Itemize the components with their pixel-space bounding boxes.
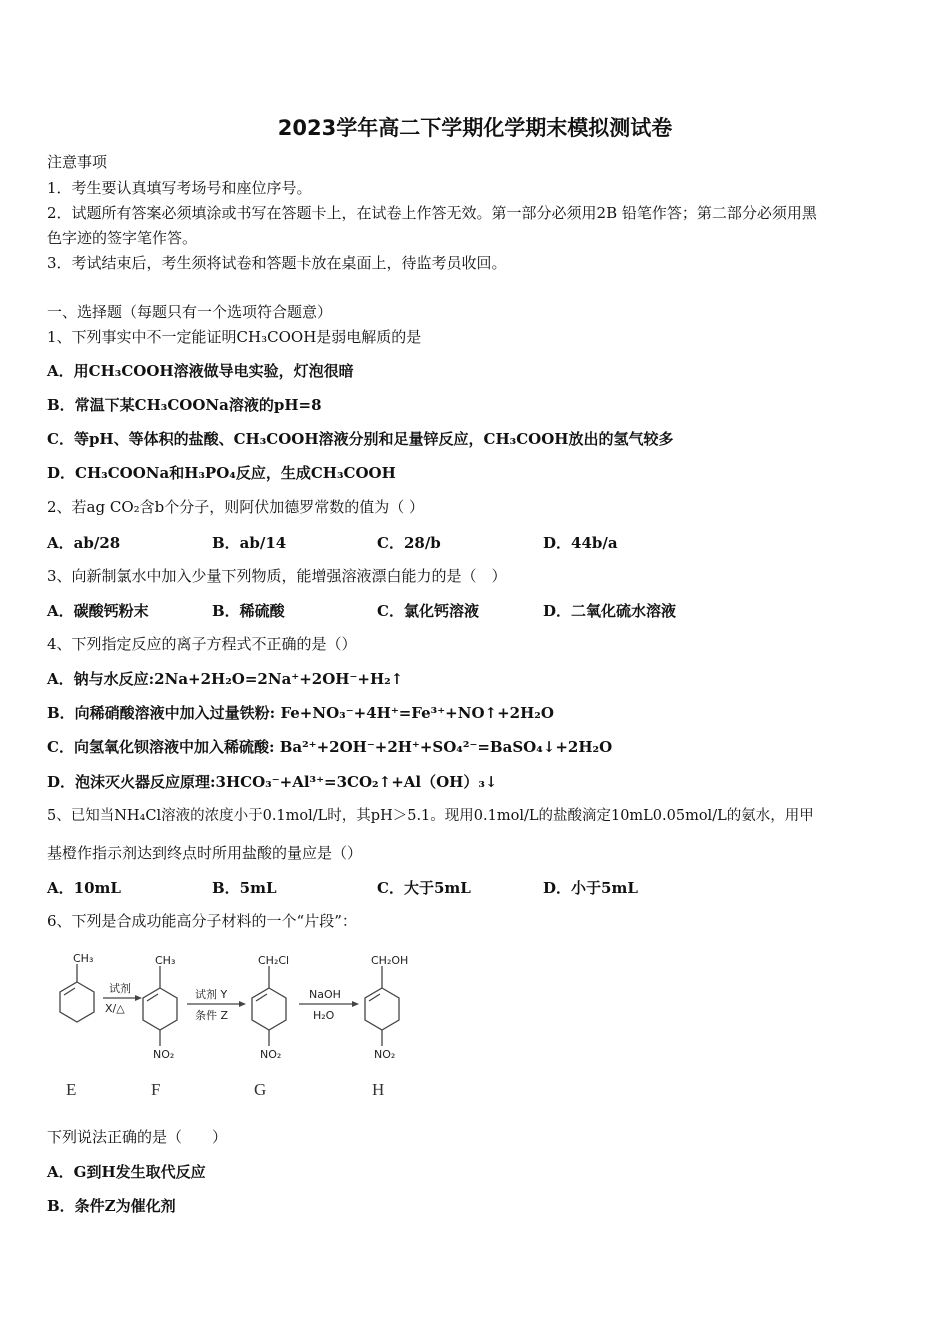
q5-stem-line-1: 5、已知当NH₄Cl溶液的浓度小于0.1mol/L时，其pH＞5.1。现用0.1mol/L的盐酸滴定10mL0.05mol/L的氨水，用甲 <box>47 808 814 824</box>
label-h: H <box>372 1080 385 1099</box>
q2-option-b: B．ab/14 <box>212 534 287 552</box>
q2-stem: 2、若ag CO₂含b个分子，则阿伏加德罗常数的值为（ ） <box>47 498 425 516</box>
benzene-ring-e <box>60 982 94 1022</box>
substituent-h: CH₂OH <box>371 954 409 967</box>
nitro-group-g: NO₂ <box>260 1048 282 1061</box>
q3-option-b: B．稀硫酸 <box>212 602 285 620</box>
q1-stem: 1、下列事实中不一定能证明CH₃COOH是弱电解质的是 <box>47 328 422 346</box>
q1-option-c: C．等pH、等体积的盐酸、CH₃COOH溶液分别和足量锌反应，CH₃COOH放出的氢气较多 <box>47 430 674 448</box>
q5-stem-line-2: 基橙作指示剂达到终点时所用盐酸的量应是（） <box>47 844 363 862</box>
nitro-group-h: NO₂ <box>374 1048 396 1061</box>
substituent-g: CH₂Cl <box>258 954 290 967</box>
q4-option-b: B．向稀硝酸溶液中加入过量铁粉: Fe+NO₃⁻+4H⁺=Fe³⁺+NO↑+2H₂O <box>47 704 554 722</box>
arrow-2-condition: 条件 Z <box>195 1009 229 1022</box>
q1-option-d: D．CH₃COONa和H₃PO₄反应，生成CH₃COOH <box>47 464 396 482</box>
q1-option-b: B．常温下某CH₃COONa溶液的pH=8 <box>47 396 322 414</box>
notice-item-2: 2．试题所有答案必须填涂或书写在答题卡上，在试卷上作答无效。第一部分必须用2B 铅笔作答；第二部分必须用黑 <box>47 204 817 222</box>
notice-item-3: 3．考试结束后，考生须将试卷和答题卡放在桌面上，待监考员收回。 <box>47 254 507 272</box>
q6-stem: 6、下列是合成功能高分子材料的一个“片段”： <box>47 912 357 930</box>
q5-option-a: A．10mL <box>47 879 121 897</box>
arrow-1-condition: X/△ <box>105 1002 125 1015</box>
q2-option-a: A．ab/28 <box>47 534 121 552</box>
page-title: 2023学年高二下学期化学期末模拟测试卷 <box>277 116 673 140</box>
arrow-1-reagent: 试剂 <box>109 982 131 995</box>
q3-option-a: A．碳酸钙粉末 <box>47 602 149 620</box>
q5-option-d: D．小于5mL <box>543 879 638 897</box>
label-e: E <box>66 1080 77 1099</box>
benzene-ring-h <box>365 988 399 1030</box>
q6-option-a: A．G到H发生取代反应 <box>47 1163 206 1181</box>
notice-heading: 注意事项 <box>47 153 108 171</box>
q5-option-b: B．5mL <box>212 879 277 897</box>
q4-option-c: C．向氢氧化钡溶液中加入稀硫酸: Ba²⁺+2OH⁻+2H⁺+SO₄²⁻=BaSO₄↓+2H₂O <box>47 738 613 756</box>
q3-option-c: C．氯化钙溶液 <box>377 602 479 620</box>
q5-option-c: C．大于5mL <box>377 879 471 897</box>
q2-option-c: C．28/b <box>377 534 441 552</box>
benzene-ring-g <box>252 988 286 1030</box>
q4-option-a: A．钠与水反应:2Na+2H₂O=2Na⁺+2OH⁻+H₂↑ <box>47 670 404 688</box>
q6-question: 下列说法正确的是（ ） <box>47 1128 228 1146</box>
benzene-ring-f <box>143 988 177 1030</box>
q2-option-d: D．44b/a <box>543 534 618 552</box>
q4-option-d: D．泡沫灭火器反应原理:3HCO₃⁻+Al³⁺=3CO₂↑+Al（OH）₃↓ <box>47 773 498 791</box>
q4-stem: 4、下列指定反应的离子方程式不正确的是（） <box>47 635 357 653</box>
q6-option-b: B．条件Z为催化剂 <box>47 1197 176 1215</box>
arrow-3-condition: H₂O <box>313 1009 335 1022</box>
arrow-3-reagent: NaOH <box>309 988 341 1001</box>
nitro-group-f: NO₂ <box>153 1048 175 1061</box>
label-g: G <box>254 1080 267 1099</box>
synthesis-scheme-diagram <box>47 948 447 1108</box>
notice-item-2-cont: 色字迹的签字笔作答。 <box>47 229 198 247</box>
substituent-e: CH₃ <box>73 952 94 965</box>
q1-option-a: A．用CH₃COOH溶液做导电实验，灯泡很暗 <box>47 362 354 380</box>
arrow-2-reagent: 试剂 Y <box>195 988 228 1001</box>
substituent-f: CH₃ <box>155 954 176 967</box>
q3-option-d: D．二氧化硫水溶液 <box>543 602 677 620</box>
section-heading: 一、选择题（每题只有一个选项符合题意） <box>47 303 333 321</box>
label-f: F <box>151 1080 161 1099</box>
notice-item-1: 1．考生要认真填写考场号和座位序号。 <box>47 179 312 197</box>
q3-stem: 3、向新制氯水中加入少量下列物质，能增强溶液漂白能力的是（ ） <box>47 567 507 585</box>
